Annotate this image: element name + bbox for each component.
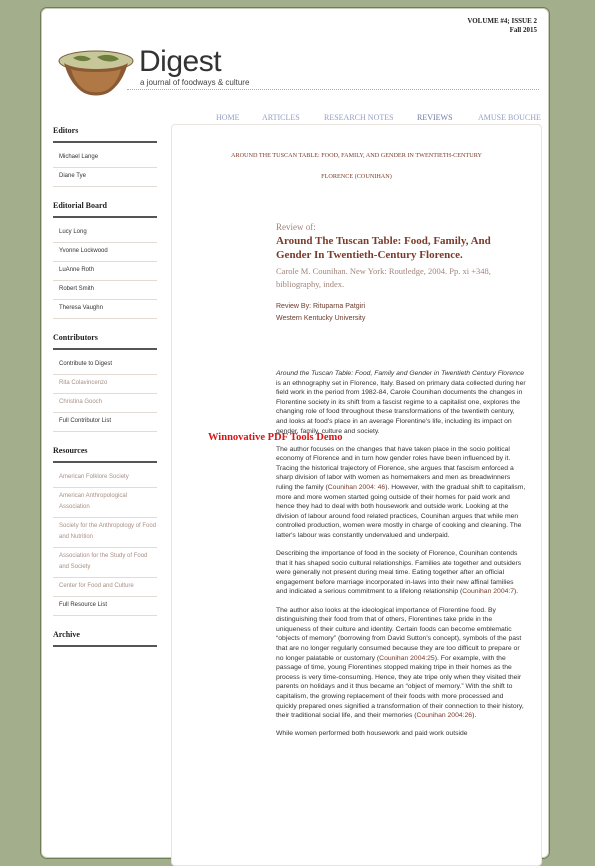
sidebar-heading[interactable]: Archive [53,630,157,647]
paragraph-text: ). [514,588,519,596]
nav-articles[interactable]: ARTICLES [262,113,300,122]
paragraph [276,369,526,436]
nav-research-notes[interactable]: RESEARCH NOTES [324,113,394,122]
book-title: Around The Tuscan Table: Food, Family, And Gender In Twentieth-Century Florence. [276,235,491,261]
reviewer-name: Review By: Rituparna Patgiri [276,303,366,310]
sidebar-heading: Editorial Board [53,201,157,218]
sidebar-heading: Contributors [53,333,157,350]
citation-link[interactable]: Counihan 2004:25 [379,654,435,662]
sidebar-link[interactable]: American Folklore Society [53,469,157,488]
issue-date: Fall 2015 [509,26,537,34]
review-of-label: Review of: [276,222,316,232]
sidebar-link[interactable]: Theresa Vaughn [53,300,157,319]
book-meta: Carole M. Counihan. New York: Routledge, 2004. Pp. xi +348, bibliography, index. [276,266,491,289]
sidebar-heading: Editors [53,126,157,143]
watermark: Winnovative PDF Tools Demo [208,432,343,443]
sidebar-link[interactable]: Yvonne Lockwood [53,243,157,262]
sidebar-link[interactable]: American Anthropological Association [53,488,157,518]
paragraph-text: Describing the importance of food in the society of Florence, Counihan contends that it has shaped socio cultural relationships. Families ate together and outsiders were generally not present during meal time. Eating together after an official engagement before marriage incorporated in-laws into their new affinal families and indicated a serious commitment to a lifelong relationship ( [276,550,522,596]
reviewer [276,301,522,325]
site-tagline: a journal of foodways & culture [140,78,250,87]
site-title[interactable]: Digest [139,45,222,78]
article-heading [172,145,541,187]
sidebar-link[interactable]: Rita Colavincenzo [53,375,157,394]
nav-home[interactable]: HOME [216,113,240,122]
reviewer-affiliation: Western Kentucky University [276,315,366,322]
sidebar [53,126,157,661]
sidebar-link[interactable]: Diane Tye [53,168,157,187]
sidebar-link[interactable]: Contribute to Digest [53,356,157,375]
citation-link[interactable]: Counihan 2004:7 [462,588,515,596]
sidebar-board [53,201,157,319]
sidebar-resources [53,446,157,616]
issue-info [467,17,537,35]
book-title-italic: Around the Tuscan Table: Food, Family and Gender in Twentieth Century Florence [276,370,525,377]
paragraph-text: The author also looks at the ideological importance of Florentine food. By distinguishing their food from that of others, Florentines take pride in the uniqueness of their culture and identity. Certain foods can become emblematic “objects of memory” (borrowing from David Sutton's concept), symbols of the past that are no longer regularly consumed because they are too difficult to prepare or no longer palatable or customary ( [276,606,522,662]
page-paper [40,7,550,859]
sidebar-link[interactable]: Society for the Anthropology of Food and Nutrition [53,518,157,548]
paragraph [276,606,526,721]
article-body [276,369,526,747]
sidebar-link[interactable]: Lucy Long [53,224,157,243]
sidebar-link[interactable]: Full Contributor List [53,413,157,432]
paragraph: While women performed both housework and paid work outside [276,730,468,738]
sidebar-link[interactable]: Association for the Study of Food and Society [53,548,157,578]
citation-link[interactable]: Counihan 2004: 46 [327,484,386,492]
sidebar-link[interactable]: Center for Food and Culture [53,578,157,597]
paragraph-text: The author focuses on the changes that have taken place in the socio political economy of Florence and in turn how gender roles have been influenced by it. Tracing the historical trajectory of Florence, she argues that fascism enforced a sharp division of labor with women as homemakers and men as breadwinners ruling the family ( [276,445,514,492]
header-divider [127,89,539,90]
sidebar-contributors [53,333,157,432]
paragraph [276,445,526,541]
sidebar-link[interactable]: LuAnne Roth [53,262,157,281]
article-panel [171,124,542,866]
review-header [276,222,522,325]
article-heading-line: AROUND THE TUSCAN TABLE: FOOD, FAMILY, AND GENDER IN TWENTIETH-CENTURY [230,152,483,159]
bowl-logo-icon[interactable] [57,47,135,102]
sidebar-link[interactable]: Christina Gooch [53,394,157,413]
sidebar-archive [53,630,157,647]
paragraph-text: ). [472,712,477,720]
nav-amuse-bouche[interactable]: AMUSE BOUCHE [478,113,541,122]
nav-reviews[interactable]: REVIEWS [417,113,453,122]
paragraph-text: is an ethnography set in Florence, Italy. Based on primary data collected during her field work in the period from 1982-84, Carole Counihan documents the changes in Florentine society in its shift from a fascist regime to a capitalist one, explores the changing role of food throughout these transformations of the twentieth century, and looks at food's place in an average Florentine's life, including its impact on gender, family, culture and society. [276,379,526,435]
citation-link[interactable]: Counihan 2004:26 [416,712,473,720]
article-heading-line: FLORENCE (COUNIHAN) [321,173,392,180]
sidebar-heading: Resources [53,446,157,463]
paragraph-text: ). However, with the gradual shift to capitalism, more and more women started going outside of their homes for paid work and hence they had to deal with both housework and outside work. Looking at the division of labour around food related practices, Counihan argues that while men controlled production, women were mostly in charge of cooking and cleaning. The latter's labour was constantly undervalued and underpaid. [276,484,526,539]
sidebar-editors [53,126,157,187]
paragraph [276,549,526,597]
sidebar-link[interactable]: Michael Lange [53,149,157,168]
sidebar-link[interactable]: Full Resource List [53,597,157,616]
paragraph-text: ). For example, with the passage of time, young Florentines stopped making tripe in their homes as the process is very time-consuming. Hence, they ate tripe only when they visited their parents on holidays and it thus became an “object of memory.” With the shift to capitalism, the growing replacement of their foods with more processed and quickly prepared ones signified a transformation of their connection to their history, their traditional social life, and their memories ( [276,654,524,720]
sidebar-link[interactable]: Robert Smith [53,281,157,300]
volume-line: VOLUME #4; ISSUE 2 [467,17,537,25]
